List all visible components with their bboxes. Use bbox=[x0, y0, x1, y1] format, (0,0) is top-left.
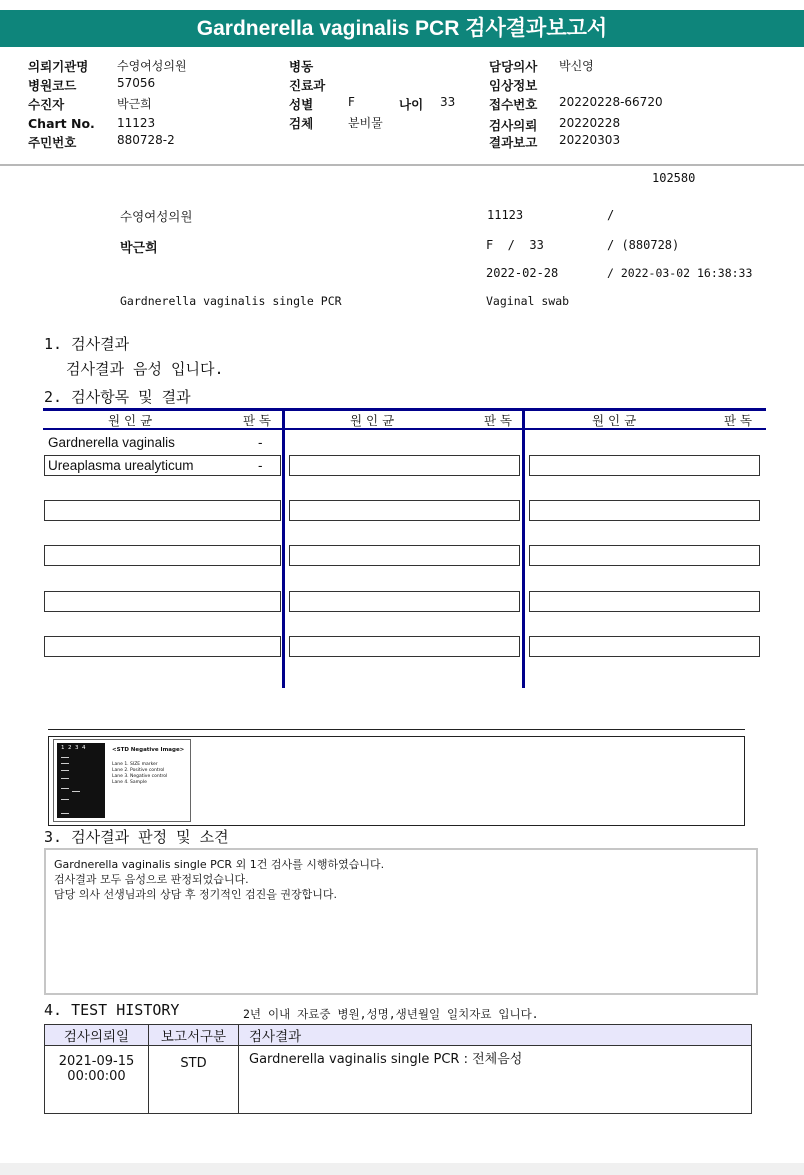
history-time: 00:00:00 bbox=[67, 1069, 126, 1084]
grid-divider-1 bbox=[282, 408, 285, 688]
test-request-label: 검사의뢰 bbox=[489, 118, 538, 133]
gel-band bbox=[61, 799, 69, 800]
gel-band bbox=[61, 813, 69, 814]
gel-legend bbox=[112, 762, 167, 786]
history-header-row bbox=[45, 1025, 752, 1046]
resident-no-value: 880728-2 bbox=[117, 133, 175, 147]
ward-label: 병동 bbox=[289, 59, 314, 74]
image-top-rule bbox=[48, 729, 745, 730]
department-label: 진료과 bbox=[289, 78, 326, 93]
clinical-info-label: 임상정보 bbox=[489, 78, 538, 93]
history-date-cell bbox=[45, 1046, 149, 1114]
summary-birth: / (880728) bbox=[607, 238, 680, 252]
summary-specimen: Vaginal swab bbox=[486, 294, 570, 308]
chart-no-label: Chart No. bbox=[28, 116, 95, 131]
history-date: 2021-09-15 bbox=[58, 1054, 135, 1069]
result-cell bbox=[289, 500, 520, 521]
resident-no-label: 주민번호 bbox=[28, 135, 77, 150]
gel-band bbox=[61, 788, 69, 789]
result-row-org: Ureaplasma urealyticum bbox=[48, 458, 194, 473]
grid-divider-2 bbox=[522, 408, 525, 688]
gel-image bbox=[53, 739, 191, 822]
grid-header-judge-3: 판 독 bbox=[724, 413, 753, 428]
summary-code: 102580 bbox=[652, 171, 696, 185]
summary-patient: 박근희 bbox=[120, 241, 158, 256]
gel-legend-item: Lane 3. Negative control bbox=[112, 774, 168, 779]
summary-chart: 11123 bbox=[487, 208, 524, 222]
result-cell bbox=[529, 500, 760, 521]
gel-legend-item: Lane 2. Positive control bbox=[112, 768, 165, 773]
gel-band bbox=[61, 763, 69, 764]
patient-label: 수진자 bbox=[28, 97, 65, 112]
result-cell bbox=[289, 455, 520, 476]
summary-request-date: 2022-02-28 bbox=[486, 266, 559, 280]
result-report-value: 20220303 bbox=[559, 133, 621, 147]
history-result: Gardnerella vaginalis single PCR : 전체음성 bbox=[239, 1046, 752, 1114]
chart-no-value: 11123 bbox=[117, 116, 156, 130]
result-row-judgement: - bbox=[258, 435, 263, 450]
section3-title: 3. 검사결과 판정 및 소견 bbox=[44, 828, 229, 846]
history-header-result: 검사결과 bbox=[239, 1025, 752, 1046]
doctor-value: 박신영 bbox=[559, 59, 594, 73]
gel-legend-item: Lane 4. Sample bbox=[112, 780, 147, 785]
hospital-code-label: 병원코드 bbox=[28, 78, 77, 93]
result-cell bbox=[289, 636, 520, 657]
result-cell bbox=[529, 591, 760, 612]
grid-header-judge-1: 판 독 bbox=[243, 413, 272, 428]
sex-value: F bbox=[348, 95, 355, 109]
gel-band bbox=[61, 770, 69, 771]
history-type: STD bbox=[149, 1046, 239, 1114]
section2-title: 2. 검사항목 및 결과 bbox=[44, 388, 191, 406]
opinion-line: 검사결과 모두 음성으로 판정되었습니다. bbox=[54, 873, 249, 886]
result-row-judgement: - bbox=[258, 458, 263, 473]
gel-band bbox=[61, 778, 69, 779]
opinion-box bbox=[44, 848, 758, 995]
result-cell bbox=[44, 591, 281, 612]
hospital-code-value: 57056 bbox=[117, 76, 156, 90]
gel-legend-item: Lane 1. SIZE marker bbox=[112, 762, 158, 767]
gel-title: <STD Negative Image> bbox=[112, 747, 185, 753]
result-cell bbox=[44, 500, 281, 521]
result-row-org: Gardnerella vaginalis bbox=[48, 435, 175, 450]
history-note: 2년 이내 자료중 병원,성명,생년월일 일치자료 입니다. bbox=[243, 1007, 539, 1021]
hospital-name-value: 수영여성의원 bbox=[117, 59, 187, 73]
doctor-label: 담당의사 bbox=[489, 59, 538, 74]
gel-band bbox=[72, 791, 80, 792]
summary-hospital: 수영여성의원 bbox=[120, 209, 193, 224]
result-cell bbox=[44, 545, 281, 566]
opinion-text bbox=[54, 857, 384, 902]
grid-header-org-1: 원 인 균 bbox=[108, 413, 153, 428]
specimen-label: 검체 bbox=[289, 116, 314, 131]
receipt-no-label: 접수번호 bbox=[489, 97, 538, 112]
receipt-no-value: 20220228-66720 bbox=[559, 95, 663, 109]
gel-band bbox=[61, 757, 69, 758]
history-header-type: 보고서구분 bbox=[149, 1025, 239, 1046]
history-row bbox=[45, 1046, 752, 1114]
gel-photo bbox=[57, 743, 105, 818]
result-cell bbox=[289, 591, 520, 612]
grid-header-judge-2: 판 독 bbox=[484, 413, 513, 428]
test-request-value: 20220228 bbox=[559, 116, 621, 130]
result-cell bbox=[289, 545, 520, 566]
history-header-date: 검사의뢰일 bbox=[45, 1025, 149, 1046]
section4-title: 4. TEST HISTORY bbox=[44, 1001, 180, 1019]
section1-result: 검사결과 음성 입니다. bbox=[66, 360, 224, 378]
grid-header-org-2: 원 인 균 bbox=[350, 413, 395, 428]
result-report-label: 결과보고 bbox=[489, 135, 538, 150]
grid-header-org-3: 원 인 균 bbox=[592, 413, 637, 428]
age-value: 33 bbox=[440, 95, 456, 109]
gel-lane-numbers: 1 2 3 4 bbox=[61, 745, 86, 751]
hospital-name-label: 의뢰기관명 bbox=[28, 59, 89, 74]
page-bottom-strip bbox=[0, 1163, 804, 1175]
history-table bbox=[44, 1024, 752, 1114]
patient-value: 박근희 bbox=[117, 97, 152, 111]
summary-report-datetime: / 2022-03-02 16:38:33 bbox=[607, 266, 753, 280]
summary-slash: / bbox=[607, 208, 615, 222]
sex-label: 성별 bbox=[289, 97, 314, 112]
specimen-value: 분비물 bbox=[348, 116, 383, 130]
result-cell bbox=[44, 636, 281, 657]
summary-test-name: Gardnerella vaginalis single PCR bbox=[120, 294, 342, 308]
report-title: Gardnerella vaginalis PCR 검사결과보고서 bbox=[0, 10, 804, 47]
result-cell bbox=[529, 455, 760, 476]
section1-title: 1. 검사결과 bbox=[44, 335, 130, 353]
opinion-line: Gardnerella vaginalis single PCR 외 1건 검사를 시행하였습니다. bbox=[54, 858, 385, 871]
result-cell bbox=[529, 636, 760, 657]
opinion-line: 담당 의사 선생님과의 상담 후 정기적인 검진을 권장합니다. bbox=[54, 888, 337, 901]
header-divider bbox=[0, 164, 804, 166]
summary-sex-age: F / 33 bbox=[486, 238, 544, 252]
result-cell bbox=[529, 545, 760, 566]
age-label: 나이 bbox=[399, 97, 424, 112]
